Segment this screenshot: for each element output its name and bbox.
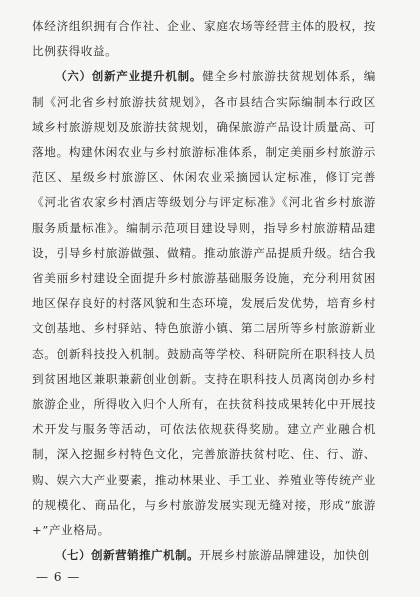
section-body-industry: 健全乡村旅游扶贫规划体系，编制《河北省乡村旅游扶贫规划》，各市县结合实际编制本行政区域乡村旅游规划及旅游扶贫规划，确保旅游产品设计质量高、可落地。构建休闲农业与乡村旅游标准体系，制定美丽乡村旅游示范区、星级乡村旅游区、休闲农业采摘园认定标准，修订完善《河北省农家乡村酒店等级划分与评定标准》《河北省乡村旅游服务质量标准》。编制示范项目建设导则，指导乡村旅游精品建设，引导乡村旅游做强、做精。推动旅游产品提质升级。结合我省美丽乡村建设全面提升乡村旅游基础服务设施，充分利用贫困地区保存良好的村落风貌和生态环境，发展后发优势，培育乡村文创基地、乡村驿站、特色旅游小镇、第二居所等乡村旅游新业态。创新科技投入机制。鼓励高等学校、科研院所在职科技人员到贫困地区兼职兼薪创业创新。支持在职科技人员离岗创办乡村旅游企业，所得收入归个人所有，在扶贫科技成果转化中开展技术开发与服务等活动，可依法依规获得奖励。建立产业融合机制，深入挖掘乡村特色文化，完善旅游扶贫村吃、住、行、游、购、娱六大产业要素，推动林果业、手工业、养殖业等传统产业的规模化、商品化，与乡村旅游发展实现无缝对接，形成“旅游+”产业格局。 <box>32 69 377 538</box>
section-paragraph-industry <box>32 64 376 543</box>
section-heading-marketing: （七）创新营销推广机制。 <box>55 548 200 563</box>
section-body-marketing: 开展乡村旅游品牌建设，加快创 <box>199 548 370 563</box>
section-heading-industry: （六）创新产业提升机制。 <box>55 69 203 84</box>
page-number: — 6 — <box>36 570 81 584</box>
continuation-paragraph: 体经济组织拥有合作社、企业、家庭农场等经营主体的股权，按比例获得收益。 <box>32 19 376 59</box>
section-paragraph-marketing <box>32 543 376 568</box>
